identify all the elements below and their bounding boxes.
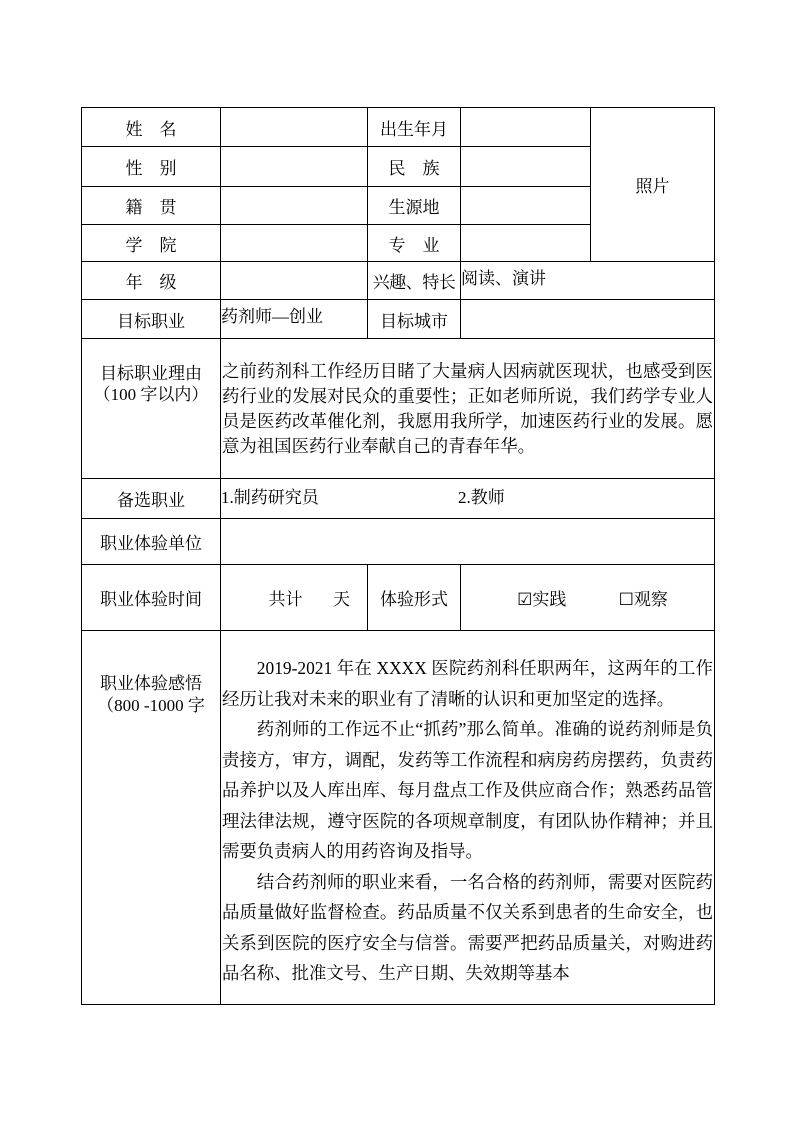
origin-field[interactable] (461, 187, 591, 225)
days-label: 天 (333, 590, 350, 609)
insight-label (82, 631, 221, 1005)
grade-label: 年 级 (82, 262, 221, 300)
insight-paragraph: 2019-2021 年在 XXXX 医院药剂科任职两年，这两年的工作经历让我对未来的职业有了清晰的认识和更加坚定的选择。 (222, 658, 713, 709)
grade-field[interactable] (221, 262, 368, 300)
origin-label: 生源地 (368, 187, 461, 225)
exp-unit-field[interactable] (221, 519, 715, 565)
photo-label: 照片 (635, 177, 670, 196)
college-field[interactable] (221, 225, 368, 262)
reason-field[interactable]: 之前药剂科工作经历目睹了大量病人因病就医现状，也感受到医药行业的发展对民众的重要性；正如老师所说，我们药学专业人员是医药改革催化剂，我愿用我所学，加速医药行业的发展。愿意为祖国医药行业奉献自己的青春年华。 (221, 339, 715, 479)
reason-label (82, 339, 221, 479)
exp-time-label: 职业体验时间 (82, 565, 221, 631)
observe-checkbox[interactable]: ☐观察 (618, 590, 668, 609)
target-city-field[interactable] (461, 300, 715, 339)
exp-form-options (461, 565, 715, 631)
name-field[interactable] (221, 108, 368, 147)
career-form-table (81, 107, 715, 1005)
college-label: 学 院 (82, 225, 221, 262)
alt-job-field[interactable] (221, 479, 715, 519)
insight-field[interactable] (221, 631, 715, 1005)
name-label: 姓 名 (82, 108, 221, 147)
insight-label-line1: 职业体验感悟 (100, 674, 202, 693)
major-label: 专 业 (368, 225, 461, 262)
birth-field[interactable] (461, 108, 591, 147)
practice-checkbox[interactable]: ☑实践 (517, 590, 567, 609)
target-job-label: 目标职业 (82, 300, 221, 339)
reason-label-line1: 目标职业理由 (100, 364, 202, 383)
exp-form-label: 体验形式 (368, 565, 461, 631)
gender-label: 性 别 (82, 147, 221, 187)
insight-paragraph: 药剂师的工作远不止“抓药”那么简单。准确的说药剂师是负责接方，审方，调配，发药等工作流程和病房药房摆药，负责药品养护以及人库出库、每月盘点工作及供应商合作；熟悉药品管理法律法规，遵守医院的各项规章制度，有团队协作精神；并且需要负责病人的用药咨询及指导。 (222, 719, 713, 861)
reason-label-line2: （100 字以内） (93, 385, 209, 404)
exp-time-field[interactable] (221, 565, 368, 631)
birth-label: 出生年月 (368, 108, 461, 147)
alt-job-2: 2.教师 (458, 488, 505, 507)
target-job-field[interactable]: 药剂师—创业 (221, 300, 368, 339)
total-label: 共计 (268, 590, 303, 609)
exp-unit-label: 职业体验单位 (82, 519, 221, 565)
gender-field[interactable] (221, 147, 368, 187)
photo-cell (591, 108, 715, 262)
ethnicity-field[interactable] (461, 147, 591, 187)
hobby-field[interactable]: 阅读、演讲 (461, 262, 715, 300)
insight-label-line2: （800 -1000 字 (97, 696, 205, 715)
target-city-label: 目标城市 (368, 300, 461, 339)
hometown-field[interactable] (221, 187, 368, 225)
hobby-label: 兴趣、特长 (368, 262, 461, 300)
alt-job-1: 1.制药研究员 (221, 488, 319, 507)
insight-paragraph: 结合药剂师的职业来看，一名合格的药剂师，需要对医院药品质量做好监督检查。药品质量不仅关系到患者的生命安全，也关系到医院的医疗安全与信誉。需要严把药品质量关，对购进药品名称、批准文号、生产日期、失效期等基本 (222, 871, 713, 983)
ethnicity-label: 民 族 (368, 147, 461, 187)
hometown-label: 籍 贯 (82, 187, 221, 225)
alt-job-label: 备选职业 (82, 479, 221, 519)
major-field[interactable] (461, 225, 591, 262)
